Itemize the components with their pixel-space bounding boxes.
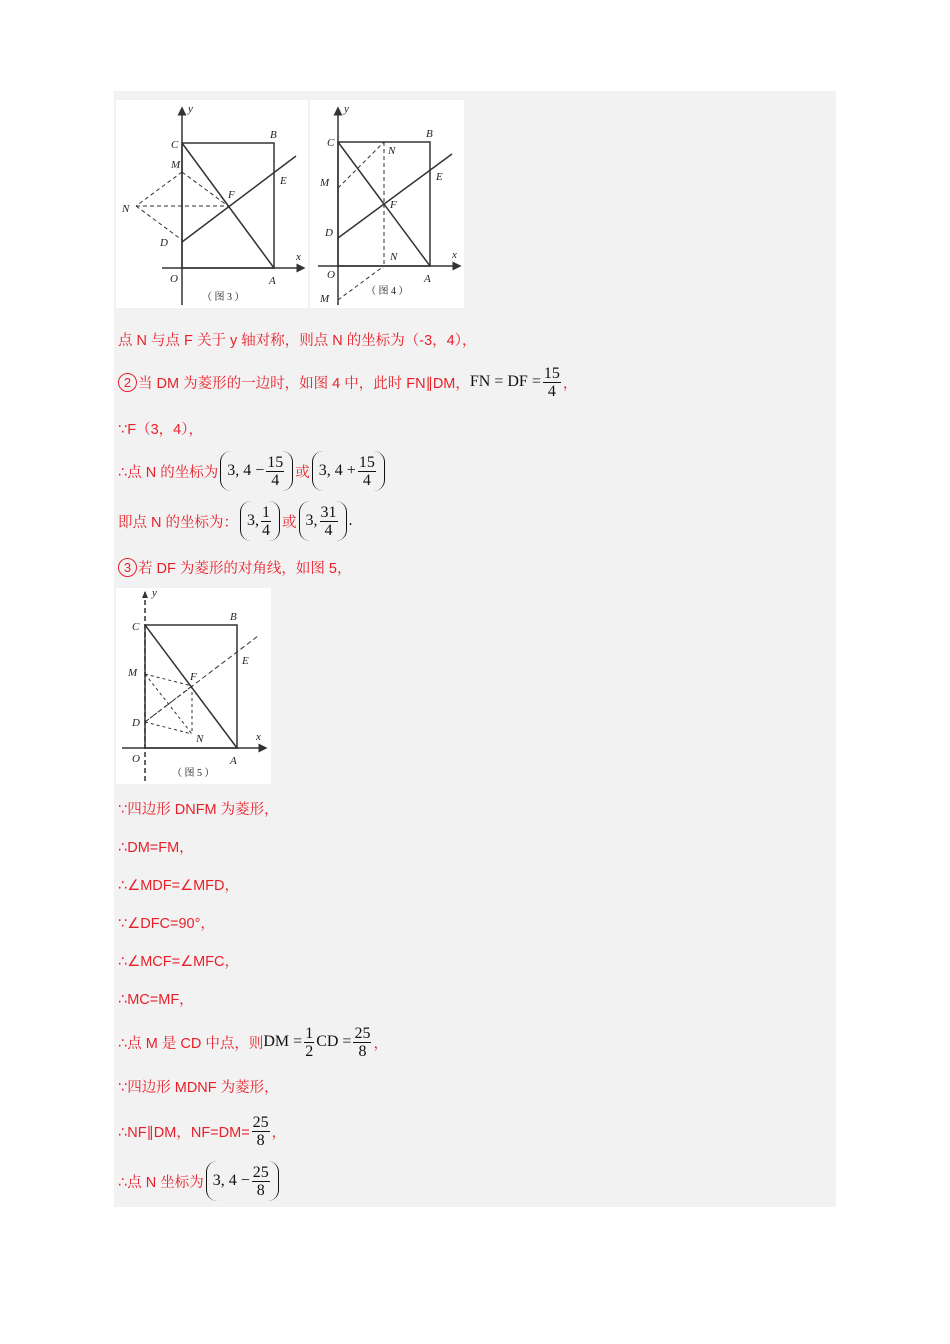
fig3-label-a: A <box>269 275 276 287</box>
fraction <box>266 454 284 489</box>
fig3-label-m: M <box>171 159 181 171</box>
fig4-label-o: O <box>327 269 335 281</box>
or-word: 或 <box>295 464 310 481</box>
line-11-text: ∴∠MCF=∠MFC， <box>118 953 240 970</box>
fig4-label-b: B <box>426 128 433 140</box>
fig4-label-m-bottom: M <box>320 293 330 305</box>
fig4-label-f: F <box>390 199 397 211</box>
fraction <box>261 504 271 539</box>
solution-line-1 <box>118 329 476 349</box>
solution-line-14 <box>118 1076 279 1096</box>
fraction-numerator: 1 <box>262 503 271 521</box>
solution-line-8 <box>118 836 194 856</box>
fig4-label-m-top: M <box>320 177 330 189</box>
fig5-label-x: x <box>256 731 261 743</box>
fig3-label-f: F <box>228 189 235 201</box>
solution-line-10 <box>118 912 215 932</box>
figure-4-diagram <box>310 100 464 308</box>
solution-line-16 <box>118 1160 281 1202</box>
coordinate-paren <box>206 1161 279 1201</box>
fig3-label-x: x <box>296 251 301 263</box>
solution-line-12 <box>118 988 194 1008</box>
fraction-25-8 <box>252 1114 270 1149</box>
line-8-text: ∴DM=FM， <box>118 839 194 856</box>
coordinate-text: 3, 4 − <box>227 462 265 479</box>
line-12-text: ∴MC=MF， <box>118 991 194 1008</box>
line-4-text: ∴点 N 的坐标为 <box>118 464 219 481</box>
line-6-text: 若 DF 为菱形的对角线，如图 5， <box>138 560 352 577</box>
solution-line-7 <box>118 798 279 818</box>
fraction <box>252 1164 270 1199</box>
fraction-numerator: 25 <box>354 1024 371 1042</box>
fig5-label-a: A <box>230 755 237 767</box>
line-5-tail: . <box>348 512 353 529</box>
solution-line-13 <box>118 1021 388 1063</box>
fraction-numerator: 1 <box>305 1024 314 1042</box>
fig4-label-c: C <box>327 137 335 149</box>
coordinate-text: 3, 4 − <box>212 1172 250 1189</box>
fig5-label-c: C <box>132 621 140 633</box>
solution-line-15 <box>118 1110 286 1152</box>
line-13-text: ∴点 M 是 CD 中点，则 <box>118 1035 264 1052</box>
fig5-label-e: E <box>242 655 249 667</box>
fig4-label-d: D <box>325 227 333 239</box>
line-13-tail: ， <box>373 1035 388 1052</box>
coordinate-paren-2 <box>312 451 385 491</box>
figure-5 <box>116 588 271 784</box>
dm-equals: DM = <box>263 1033 303 1050</box>
solution-line-9 <box>118 874 239 894</box>
fig4-label-e: E <box>436 171 443 183</box>
fraction-denominator: 4 <box>362 471 371 489</box>
fig5-label-y: y <box>152 588 157 599</box>
cd-equals: CD = <box>316 1033 352 1050</box>
line-7-text: ∵四边形 DNFM 为菱形， <box>118 801 279 818</box>
line-15-text: ∴NF∥DM，NF=DM= <box>118 1124 250 1141</box>
solution-line-3 <box>118 418 203 438</box>
solution-line-4 <box>118 450 387 492</box>
fig5-label-n: N <box>196 733 204 745</box>
fraction-denominator: 4 <box>271 471 280 489</box>
line-2-tail: ， <box>562 375 578 392</box>
fig5-label-m: M <box>128 667 138 679</box>
fraction <box>320 504 338 539</box>
line-3-text: ∵F（3，4）， <box>118 421 203 438</box>
figure-4 <box>310 100 464 308</box>
fraction-25-8 <box>353 1025 371 1060</box>
figure-3 <box>116 100 308 308</box>
fig5-label-d: D <box>132 717 140 729</box>
fig4-label-y: y <box>344 103 349 115</box>
fraction-numerator: 15 <box>358 453 375 471</box>
fraction-denominator: 8 <box>256 1181 265 1199</box>
fraction-denominator: 4 <box>324 521 333 539</box>
coordinate-text: 3, <box>305 512 318 529</box>
fraction-denominator: 4 <box>547 382 556 400</box>
fraction-numerator: 15 <box>267 453 284 471</box>
line-1-text: 点 N 与点 F 关于 y 轴对称，则点 N 的坐标为（-3，4）， <box>118 332 477 349</box>
fig5-label-f: F <box>190 671 197 683</box>
coordinate-paren-1 <box>240 501 280 541</box>
line-10-text: ∵∠DFC=90°， <box>118 915 215 932</box>
line-2-math: FN = DF = <box>469 373 541 390</box>
circled-number-2: 2 <box>118 373 137 392</box>
coordinate-paren-2 <box>299 501 347 541</box>
fraction-numerator: 25 <box>252 1113 269 1131</box>
fig3-label-y: y <box>188 103 193 115</box>
fig4-caption: （ 图 4 ） <box>366 286 409 297</box>
fraction-15-4 <box>543 365 561 400</box>
or-word: 或 <box>282 514 297 531</box>
fig3-label-o: O <box>170 273 178 285</box>
solution-line-11 <box>118 950 239 970</box>
line-16-text: ∴点 N 坐标为 <box>118 1174 204 1191</box>
line-14-text: ∵四边形 MDNF 为菱形， <box>118 1079 279 1096</box>
fraction-denominator: 2 <box>305 1042 314 1060</box>
figure-3-diagram <box>116 100 308 308</box>
line-5-text: 即点 N 的坐标为： <box>118 514 239 531</box>
fraction-1-2 <box>304 1025 314 1060</box>
fraction-denominator: 8 <box>256 1131 265 1149</box>
fraction <box>358 454 376 489</box>
fig5-label-b: B <box>230 611 237 623</box>
fig4-label-a: A <box>424 273 431 285</box>
fraction-numerator: 31 <box>320 503 337 521</box>
fig3-label-b: B <box>270 129 277 141</box>
fig5-label-o: O <box>132 753 140 765</box>
fraction-numerator: 15 <box>543 364 560 382</box>
fig3-label-c: C <box>171 139 179 151</box>
circled-number-3: 3 <box>118 558 137 577</box>
coordinate-text: 3, 4 + <box>318 462 356 479</box>
line-9-text: ∴∠MDF=∠MFD， <box>118 877 240 894</box>
fig4-label-n-bottom: N <box>390 251 398 263</box>
fig4-label-n-top: N <box>388 145 396 157</box>
fig4-label-x: x <box>452 249 457 261</box>
figure-5-diagram <box>116 588 271 784</box>
line-2-text: 当 DM 为菱形的一边时，如图 4 中，此时 FN∥DM， <box>138 375 470 392</box>
fig5-caption: （ 图 5 ） <box>172 768 215 779</box>
fig3-label-e: E <box>280 175 287 187</box>
coordinate-paren-1 <box>220 451 293 491</box>
solution-line-2 <box>118 362 577 402</box>
coordinate-text: 3, <box>247 512 260 529</box>
solution-line-6 <box>118 557 351 577</box>
fraction-denominator: 8 <box>358 1042 367 1060</box>
line-15-tail: ， <box>271 1124 287 1141</box>
fraction-numerator: 25 <box>252 1163 269 1181</box>
solution-line-5 <box>118 500 353 542</box>
fig3-caption: （ 图 3 ） <box>202 292 245 303</box>
fig3-label-d: D <box>160 237 168 249</box>
fraction-denominator: 4 <box>262 521 271 539</box>
fig3-label-n: N <box>122 203 130 215</box>
